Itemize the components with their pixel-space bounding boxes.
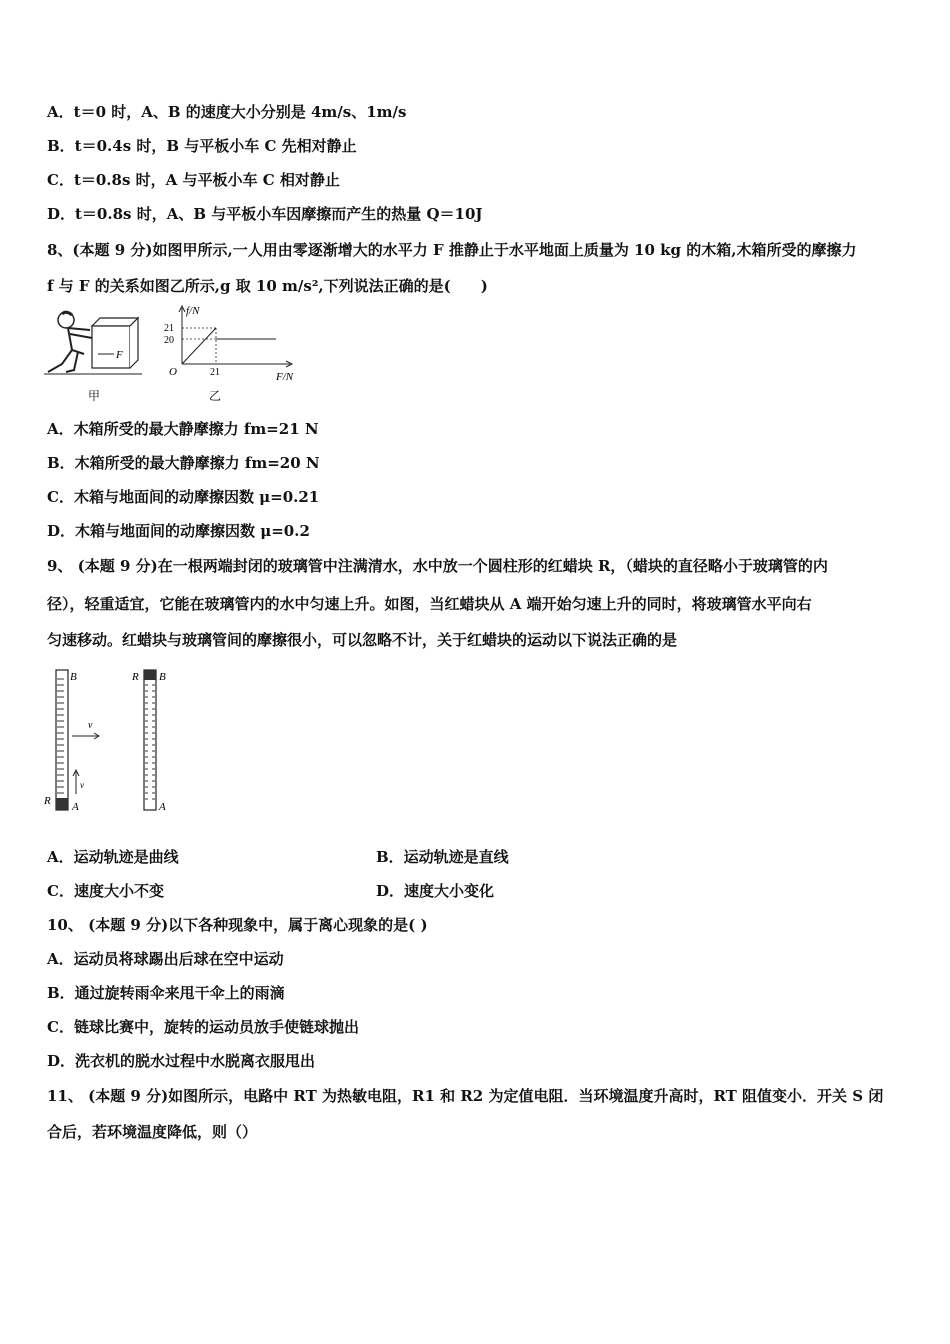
tube-left-label-a: A (72, 801, 79, 813)
graph-y-label: f/N (186, 305, 200, 317)
velocity-up-label: v (80, 780, 84, 790)
q10-stem: 10、 (本题 9 分)以下各种现象中，属于离心现象的是( ) (47, 916, 428, 934)
q10-option-b: B．通过旋转雨伞来甩干伞上的雨滴 (47, 984, 285, 1002)
q9-option-a: A．运动轨迹是曲线 (47, 848, 179, 866)
q7-option-a: A．t＝0 时，A、B 的速度大小分别是 4m/s、1m/s (47, 103, 407, 121)
q9-stem-line2: 径），轻重适宜，它能在玻璃管内的水中匀速上升。如图，当红蜡块从 A 端开始匀速上升的同时，将玻璃管水平向右 (47, 595, 812, 613)
q8-stem-line1: 8、(本题 9 分)如图甲所示,一人用由零逐渐增大的水平力 F 推静止于水平地面上质量为 10 kg 的木箱,木箱所受的摩擦力 (47, 241, 857, 259)
q8-option-d: D．木箱与地面间的动摩擦因数 μ=0.2 (47, 522, 310, 540)
tube-right-label-a: A (159, 801, 166, 813)
q9-option-d: D．速度大小变化 (376, 882, 495, 900)
q8-option-a: A．木箱所受的最大静摩擦力 fm=21 N (47, 420, 319, 438)
q8-caption-jia: 甲 (88, 389, 101, 403)
graph-y-tick-20: 20 (164, 335, 174, 346)
q8-option-b: B．木箱所受的最大静摩擦力 fm=20 N (47, 454, 320, 472)
q9-stem-line3: 匀速移动。红蜡块与玻璃管间的摩擦很小，可以忽略不计，关于红蜡块的运动以下说法正确的是 (47, 631, 678, 649)
tube-right-label-b: B (159, 671, 166, 683)
q7-option-b: B．t＝0.4s 时，B 与平板小车 C 先相对静止 (47, 137, 357, 155)
wooden-box (92, 326, 130, 368)
graph-y-tick-21: 21 (164, 323, 174, 334)
tube-right-label-r: R (132, 671, 139, 683)
q10-option-d: D．洗衣机的脱水过程中水脱离衣服甩出 (47, 1052, 316, 1070)
q10-option-c: C．链球比赛中，旋转的运动员放手使链球抛出 (47, 1018, 359, 1036)
tube-left-label-r: R (44, 795, 51, 807)
red-wax-block-right (144, 670, 156, 680)
q8-figure-yi-graph (160, 302, 302, 384)
q9-figure-glass-tubes (44, 664, 184, 816)
q8-caption-yi: 乙 (209, 389, 222, 403)
static-friction-line (182, 328, 216, 364)
tube-left-label-b: B (70, 671, 77, 683)
q8-figure-jia (44, 308, 144, 380)
q9-option-b: B．运动轨迹是直线 (376, 848, 509, 866)
q9-option-c: C．速度大小不变 (47, 882, 164, 900)
q8-option-c: C．木箱与地面间的动摩擦因数 μ=0.21 (47, 488, 320, 506)
q11-stem-line1: 11、 (本题 9 分)如图所示，电路中 RT 为热敏电阻，R1 和 R2 为定值电阻．当环境温度升高时，RT 阻值变小．开关 S 闭 (47, 1087, 884, 1105)
graph-x-label: F/N (276, 371, 294, 383)
q7-option-c: C．t＝0.8s 时，A 与平板小车 C 相对静止 (47, 171, 340, 189)
graph-x-tick-21: 21 (210, 367, 220, 378)
graph-origin: O (169, 366, 177, 378)
q7-option-d: D．t＝0.8s 时，A、B 与平板小车因摩擦而产生的热量 Q＝10J (47, 205, 483, 223)
box-force-label: F (116, 349, 123, 361)
q10-option-a: A．运动员将球踢出后球在空中运动 (47, 950, 284, 968)
q8-stem-line2: f 与 F 的关系如图乙所示,g 取 10 m/s²,下列说法正确的是( ) (47, 277, 488, 295)
velocity-right-label: v (88, 720, 93, 731)
q11-stem-line2: 合后，若环境温度降低，则（） (47, 1123, 258, 1141)
q9-stem-line1: 9、 (本题 9 分)在一根两端封闭的玻璃管中注满清水，水中放一个圆柱形的红蜡块 R，（蜡块的直径略小于玻璃管的内 (47, 557, 828, 575)
red-wax-block-left (56, 798, 68, 810)
